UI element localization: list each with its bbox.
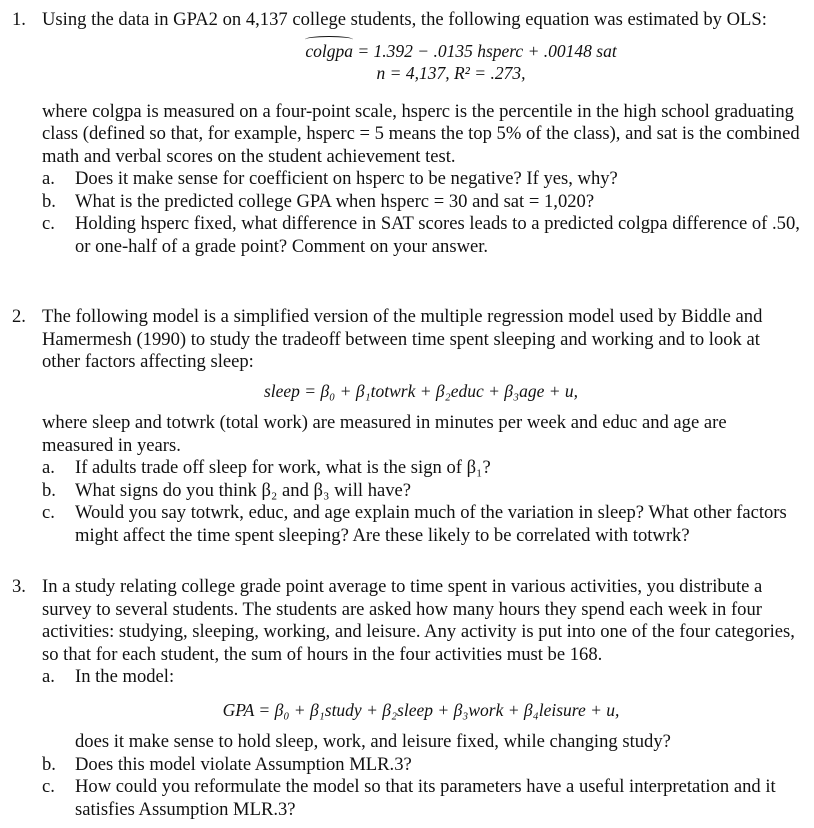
sub-question (42, 754, 800, 777)
sub-question-list (42, 168, 800, 258)
sub-question (42, 666, 800, 689)
sub-question-text: Would you say totwrk, educ, and age explain much of the variation in sleep? What other factors might affect the time spent sleeping? Are these likely to be correlated with totwrk? (75, 502, 787, 546)
question-description: where colgpa is measured on a four-point scale, hsperc is the percentile in the high school graduating class (defined so that, for example, hsperc = 5 means the top 5% of the class), and sat is the combined math and verbal scores on the student achievement test. (42, 100, 800, 167)
sub-question-letter: a. (42, 168, 55, 189)
sub-question-lead: In the model: (75, 666, 175, 687)
question-body (42, 306, 800, 547)
sub-question-text: If adults trade off sleep for work, what is the sign of β₁? (75, 457, 491, 478)
sub-question-letter: a. (42, 666, 55, 687)
question-number: 3. (12, 576, 26, 597)
question-body (42, 9, 800, 258)
equation: sleep = β₀ + β₁totwrk + β₂educ + β₃age + u, (263, 380, 579, 401)
question-intro: The following model is a simplified version of the multiple regression model used by Biddle and Hamermesh (1990) to study the tradeoff between time spent sleeping and working and to look at other factors affecting sleep: (42, 306, 763, 372)
question-number: 2. (12, 306, 26, 327)
sub-question (42, 480, 800, 503)
sub-question (42, 457, 800, 480)
sub-question-text: does it make sense to hold sleep, work, and leisure fixed, while changing study? (75, 731, 671, 752)
sub-question-letter: c. (42, 776, 55, 797)
equation (42, 40, 800, 63)
sub-question-list (42, 754, 800, 822)
sub-question-letter: a. (42, 457, 55, 478)
sub-question-letter: c. (42, 502, 55, 523)
sub-question-letter: b. (42, 753, 56, 775)
equation: GPA = β₀ + β₁study + β₂sleep + β₃work + β₄leisure + u, (222, 699, 620, 720)
sub-question (42, 213, 800, 258)
sub-question-list (42, 457, 800, 547)
sub-question (42, 502, 800, 547)
sub-question-text: Holding hsperc fixed, what difference in SAT scores leads to a predicted colgpa difference of .50, or one-half of a grade point? Comment on your answer. (75, 213, 800, 257)
sub-question-letter: b. (42, 479, 56, 501)
question-body (42, 576, 800, 821)
sub-question-text: Does it make sense for coefficient on hsperc to be negative? If yes, why? (75, 168, 618, 189)
sub-question-letter: b. (42, 190, 56, 212)
equation-rhs: = 1.392 − .0135 hsperc + .00148 sat (357, 40, 617, 61)
question-intro: In a study relating college grade point average to time spent in various activities, you distribute a survey to several students. The students are asked how many hours they spend each week in four activities: studying, sleeping, working, and leisure. Any activity is put into one of the four categories, so that for each student, the sum of hours in the four activities must be 168. (42, 576, 795, 665)
question-description: where sleep and totwrk (total work) are measured in minutes per week and educ and age are measured in years. (42, 412, 727, 456)
question-intro: Using the data in GPA2 on 4,137 college students, the following equation was estimated by OLS: (42, 9, 767, 30)
equation-stats: n = 4,137, R² = .273, (376, 63, 526, 83)
sub-question (42, 191, 800, 214)
sub-question-continuation (42, 731, 800, 754)
sub-question-text: What is the predicted college GPA when hsperc = 30 and sat = 1,020? (75, 190, 595, 212)
sub-question (42, 776, 800, 821)
sub-question-text: Does this model violate Assumption MLR.3? (75, 753, 412, 775)
sub-question-text: How could you reformulate the model so that its parameters have a useful interpretation and it satisfies Assumption MLR.3? (75, 776, 776, 820)
sub-question (42, 168, 800, 191)
colgpa-hat: colgpa (305, 40, 353, 61)
sub-question-letter: c. (42, 213, 55, 234)
sub-question-text: What signs do you think β₂ and β₃ will have? (75, 479, 412, 501)
question-number: 1. (12, 9, 26, 30)
